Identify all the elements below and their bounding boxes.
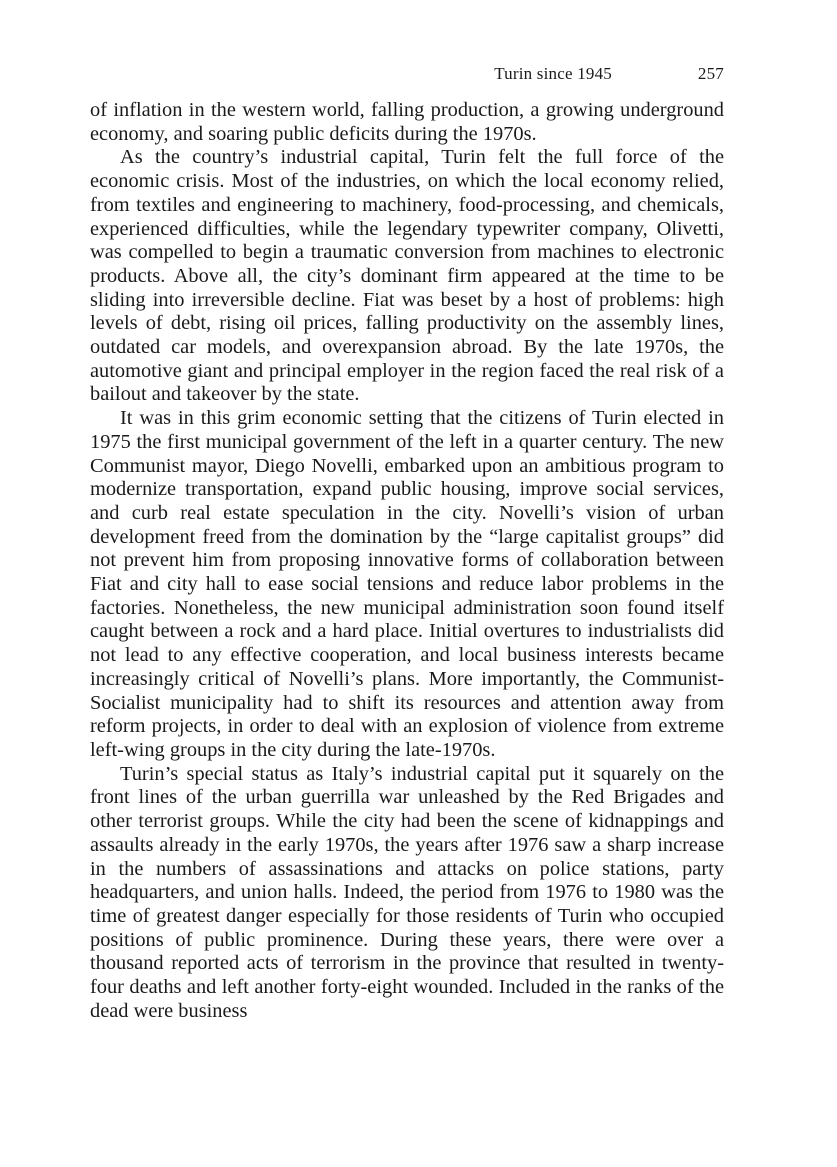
running-head <box>90 64 724 88</box>
paragraph-economic-crisis: As the country’s industrial capital, Turin felt the full force of the economic crisis. Most of the industries, on which the local economy relied, from textiles and engineering to machinery, food-processing, and chemicals, experienced difficulties, while the legendary typewriter company, Olivetti, was compelled to begin a traumatic conversion from machines to electronic products. Above all, the city’s dominant firm appeared at the time to be sliding into irreversible decline. Fiat was beset by a host of problems: high levels of debt, rising oil prices, falling productivity on the assembly lines, outdated car models, and overexpansion abroad. By the late 1970s, the automotive giant and principal employer in the region faced the real risk of a bailout and takeover by the state. <box>90 146 724 406</box>
paragraph-continued: of inflation in the western world, falling production, a growing underground economy, and soaring public deficits during the 1970s. <box>90 99 724 145</box>
paragraph-municipal-government: It was in this grim economic setting that the citizens of Turin elected in 1975 the first municipal government of the left in a quarter century. The new Communist mayor, Diego Novelli, embarked upon an ambitious program to modernize transportation, expand public housing, improve social services, and curb real estate speculation in the city. Novelli’s vision of urban development freed from the domination by the “large capitalist groups” did not prevent him from proposing innovative forms of collaboration between Fiat and city hall to ease social tensions and reduce labor problems in the factories. Nonetheless, the new municipal administration soon found itself caught between a rock and a hard place. Initial overtures to industrialists did not lead to any effective cooperation, and local business interests became increasingly critical of Novelli’s plans. More importantly, the Communist-Socialist municipality had to shift its resources and attention away from reform projects, in order to deal with an explosion of violence from extreme left-wing groups in the city during the late-1970s. <box>90 407 724 761</box>
paragraph-terrorism: Turin’s special status as Italy’s industrial capital put it squarely on the front lines of the urban guerrilla war unleashed by the Red Brigades and other terrorist groups. While the city had been the scene of kidnappings and assaults already in the early 1970s, the years after 1976 saw a sharp increase in the numbers of assassinations and attacks on police stations, party headquarters, and union halls. Indeed, the period from 1976 to 1980 was the time of greatest danger especially for those residents of Turin who occupied positions of public prominence. During these years, there were over a thousand reported acts of terrorism in the province that resulted in twenty-four deaths and left another forty-eight wounded. Included in the ranks of the dead were business <box>90 762 724 1022</box>
running-title: Turin since 1945 <box>494 64 612 83</box>
page-number: 257 <box>697 64 724 83</box>
body-text <box>90 99 724 1023</box>
